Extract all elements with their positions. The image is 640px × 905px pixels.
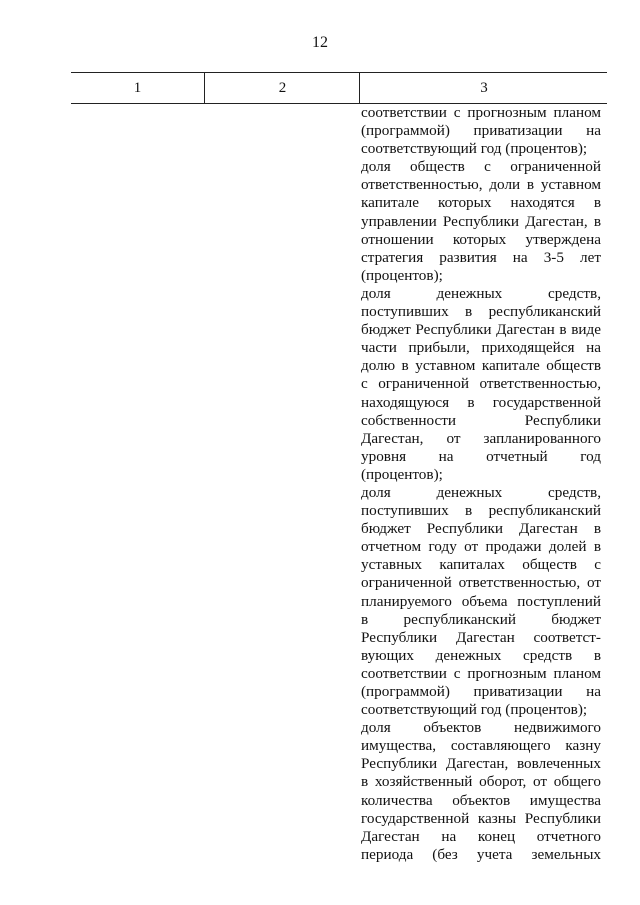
- text-line: соответствии с прогнозным планом: [361, 664, 601, 682]
- text-line: (процентов);: [361, 465, 443, 483]
- text-line: периода (без учета земельных: [361, 845, 601, 863]
- text-line: с ограниченной ответственностью,: [361, 375, 601, 393]
- column-header-2: 2: [204, 73, 360, 103]
- text-line: поступивших в республиканский: [361, 502, 601, 520]
- text-line: в республиканский бюджет: [361, 610, 601, 628]
- text-line: собственности Республики: [361, 411, 601, 429]
- text-line: стратегия развития на 3-5 лет: [361, 248, 601, 266]
- text-line: уставных капиталах обществ с: [361, 556, 601, 574]
- text-line: находящуюся в государственной: [361, 393, 601, 411]
- text-line: (процентов);: [361, 266, 443, 284]
- text-line: в хозяйственный оборот, от общего: [361, 773, 601, 791]
- text-line: отчетном году от продажи долей в: [361, 538, 601, 556]
- text-line: части прибыли, приходящейся на: [361, 339, 601, 357]
- text-line: соответствующий год (процентов);: [361, 140, 588, 158]
- page-number: 12: [312, 34, 328, 51]
- text-line: бюджет Республики Дагестан в виде: [361, 321, 601, 339]
- text-line: Республики Дагестан, вовлеченных: [361, 755, 601, 773]
- text-line: уровня на отчетный год: [361, 447, 601, 465]
- text-line: Республики Дагестан соответст-: [361, 628, 601, 646]
- text-line: планируемого объема поступлений: [361, 592, 601, 610]
- text-line: Дагестан, от запланированного: [361, 429, 601, 447]
- text-line: ответственностью, доли в уставном: [361, 176, 601, 194]
- text-line: поступивших в республиканский: [361, 303, 601, 321]
- text-line: Дагестан на конец отчетного: [361, 827, 601, 845]
- column-3-text: [361, 104, 601, 864]
- text-line: государственной казны Республики: [361, 809, 601, 827]
- text-line: количества объектов имущества: [361, 791, 601, 809]
- text-line: имущества, составляющего казну: [361, 737, 601, 755]
- text-line: долю в уставном капитале обществ: [361, 357, 601, 375]
- text-line: (программой) приватизации на: [361, 122, 601, 140]
- text-line: (программой) приватизации на: [361, 683, 601, 700]
- text-line: доля денежных средств,: [361, 284, 601, 302]
- table-header-row: [71, 72, 607, 104]
- text-line: отношении которых утверждена: [361, 230, 601, 248]
- text-line: доля денежных средств,: [361, 483, 601, 501]
- text-line: соответствующий год (процентов);: [361, 701, 588, 719]
- text-line: ограниченной ответственностью, от: [361, 574, 601, 592]
- text-line: доля обществ с ограниченной: [361, 158, 601, 176]
- text-line: бюджет Республики Дагестан в: [361, 520, 601, 538]
- text-line: управлении Республики Дагестан, в: [361, 212, 601, 230]
- text-line: вующих денежных средств в: [361, 646, 601, 664]
- text-line: доля объектов недвижимого: [361, 719, 601, 737]
- column-header-3: 3: [359, 73, 608, 103]
- text-line: капитале которых находятся в: [361, 194, 601, 212]
- text-line: соответствии с прогнозным планом: [361, 104, 601, 121]
- column-header-1: 1: [133, 80, 142, 96]
